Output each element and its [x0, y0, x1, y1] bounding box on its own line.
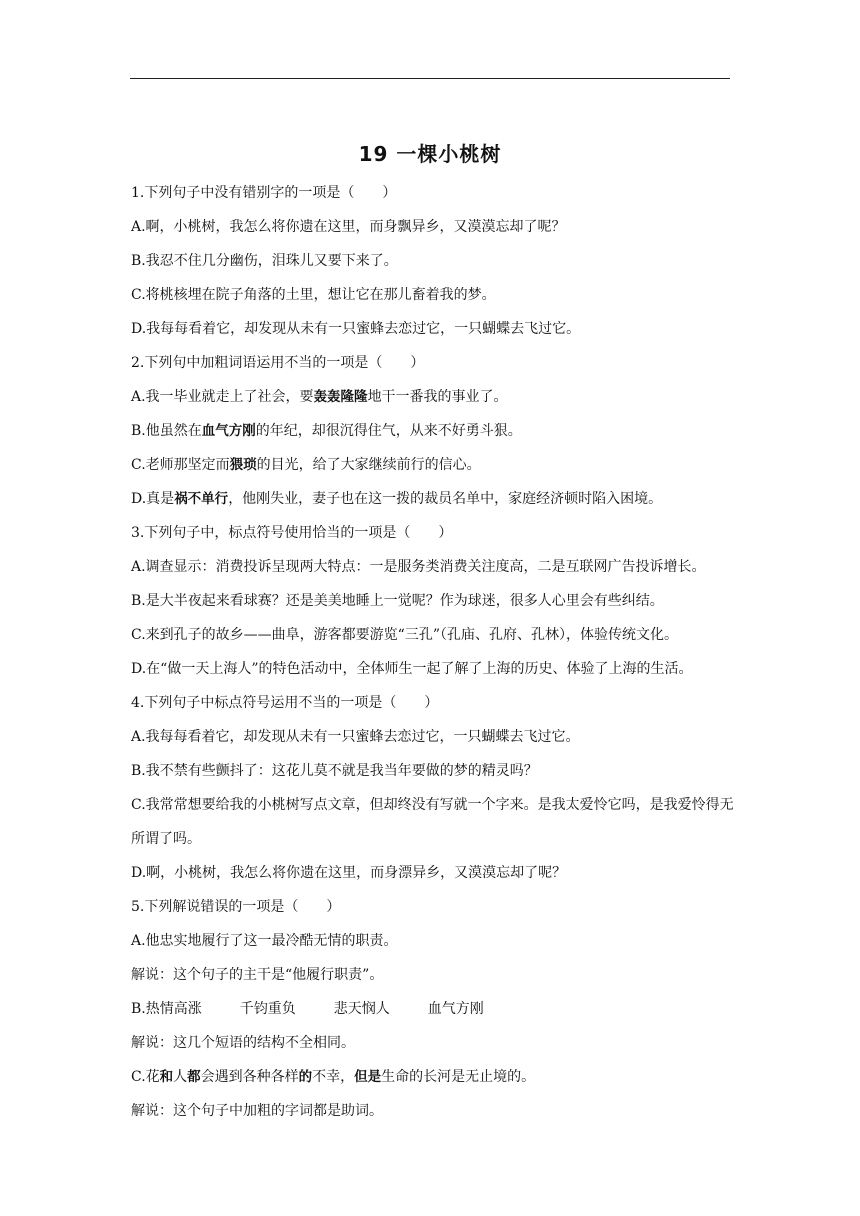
question-2-option-d: D.真是祸不单行，他刚失业，妻子也在这一拨的裁员名单中，家庭经济顿时陷入困境。 [131, 491, 663, 507]
question-5-stem: 5.下列解说错误的一项是（ ） [131, 899, 341, 915]
bold-term: 血气方刚 [201, 423, 256, 439]
bold-term: 和 [159, 1069, 174, 1085]
question-3-stem: 3.下列句子中，标点符号使用恰当的一项是（ ） [131, 525, 453, 541]
question-1-option-d: D.我每每看着它，却发现从未有一只蜜蜂去恋过它，一只蝴蝶去飞过它。 [131, 321, 581, 337]
question-1-option-c: C.将桃核埋在院子角落的土里，想让它在那儿畜着我的梦。 [131, 287, 496, 303]
bold-term: 祸不单行 [174, 491, 229, 507]
document-body [131, 176, 741, 1128]
question-5-option-a: A.他忠实地履行了这一最冷酷无情的职责。 [131, 933, 398, 949]
question-5-option-b: B.热情高涨 千钧重负 悲天悯人 血气方刚 [131, 1001, 484, 1017]
question-4-stem: 4.下列句子中标点符号运用不当的一项是（ ） [131, 695, 439, 711]
question-2-option-a: A.我一毕业就走上了社会，要轰轰隆隆地干一番我的事业了。 [131, 389, 508, 405]
bold-term: 但是 [354, 1069, 382, 1085]
question-2-stem: 2.下列句中加粗词语运用不当的一项是（ ） [131, 355, 425, 371]
page-title: 19 一棵小桃树 [358, 142, 502, 166]
bold-term: 猥琐 [229, 457, 257, 473]
question-4-option-a: A.我每每看着它，却发现从未有一只蜜蜂去恋过它，一只蝴蝶去飞过它。 [131, 729, 580, 745]
question-5-option-c: C.花和人都会遇到各种各样的不幸，但是生命的长河是无止境的。 [131, 1069, 536, 1085]
question-2-option-b: B.他虽然在血气方刚的年纪，却很沉得住气，从来不好勇斗狠。 [131, 423, 522, 439]
question-2-option-c: C.老师那坚定而猥琐的目光，给了大家继续前行的信心。 [131, 457, 481, 473]
question-1-option-a: A.啊，小桃树，我怎么将你遗在这里，而身飘异乡，又漠漠忘却了呢？ [131, 219, 566, 235]
question-3-option-c: C.来到孔子的故乡——曲阜，游客都要游览“三孔”（孔庙、孔府、孔林），体验传统文化。 [131, 627, 678, 643]
question-1-option-b: B.我忍不住几分幽伤，泪珠儿又要下来了。 [131, 253, 398, 269]
question-4-option-d: D.啊，小桃树，我怎么将你遗在这里，而身漂异乡，又漠漠忘却了呢？ [131, 865, 567, 881]
question-5-note-c: 解说：这个句子中加粗的字词都是助词。 [131, 1103, 383, 1119]
question-5-note-b: 解说：这几个短语的结构不全相同。 [131, 1035, 355, 1051]
question-5-note-a: 解说：这个句子的主干是“他履行职责”。 [131, 967, 384, 983]
question-3-option-d: D.在“做一天上海人”的特色活动中，全体师生一起了解了上海的历史、体验了上海的生活。 [131, 661, 693, 677]
question-4-option-b: B.我不禁有些颤抖了：这花儿莫不就是我当年要做的梦的精灵吗？ [131, 763, 538, 779]
bold-term: 的 [298, 1069, 313, 1085]
question-4-option-c: C.我常常想要给我的小桃树写点文章，但却终没有写就一个字来。是我太爱怜它吗，是我爱怜得无所谓了吗。 [131, 797, 734, 847]
question-1-stem: 1.下列句子中没有错别字的一项是（ ） [131, 185, 397, 201]
question-3-option-b: B.是大半夜起来看球赛？还是美美地睡上一觉呢？作为球迷，很多人心里会有些纠结。 [131, 593, 664, 609]
bold-term: 都 [187, 1069, 201, 1085]
bold-term: 轰轰隆隆 [313, 389, 368, 405]
question-3-option-a: A.调查显示：消费投诉呈现两大特点：一是服务类消费关注度高，二是互联网广告投诉增长。 [131, 559, 706, 575]
header-rule [130, 78, 730, 79]
